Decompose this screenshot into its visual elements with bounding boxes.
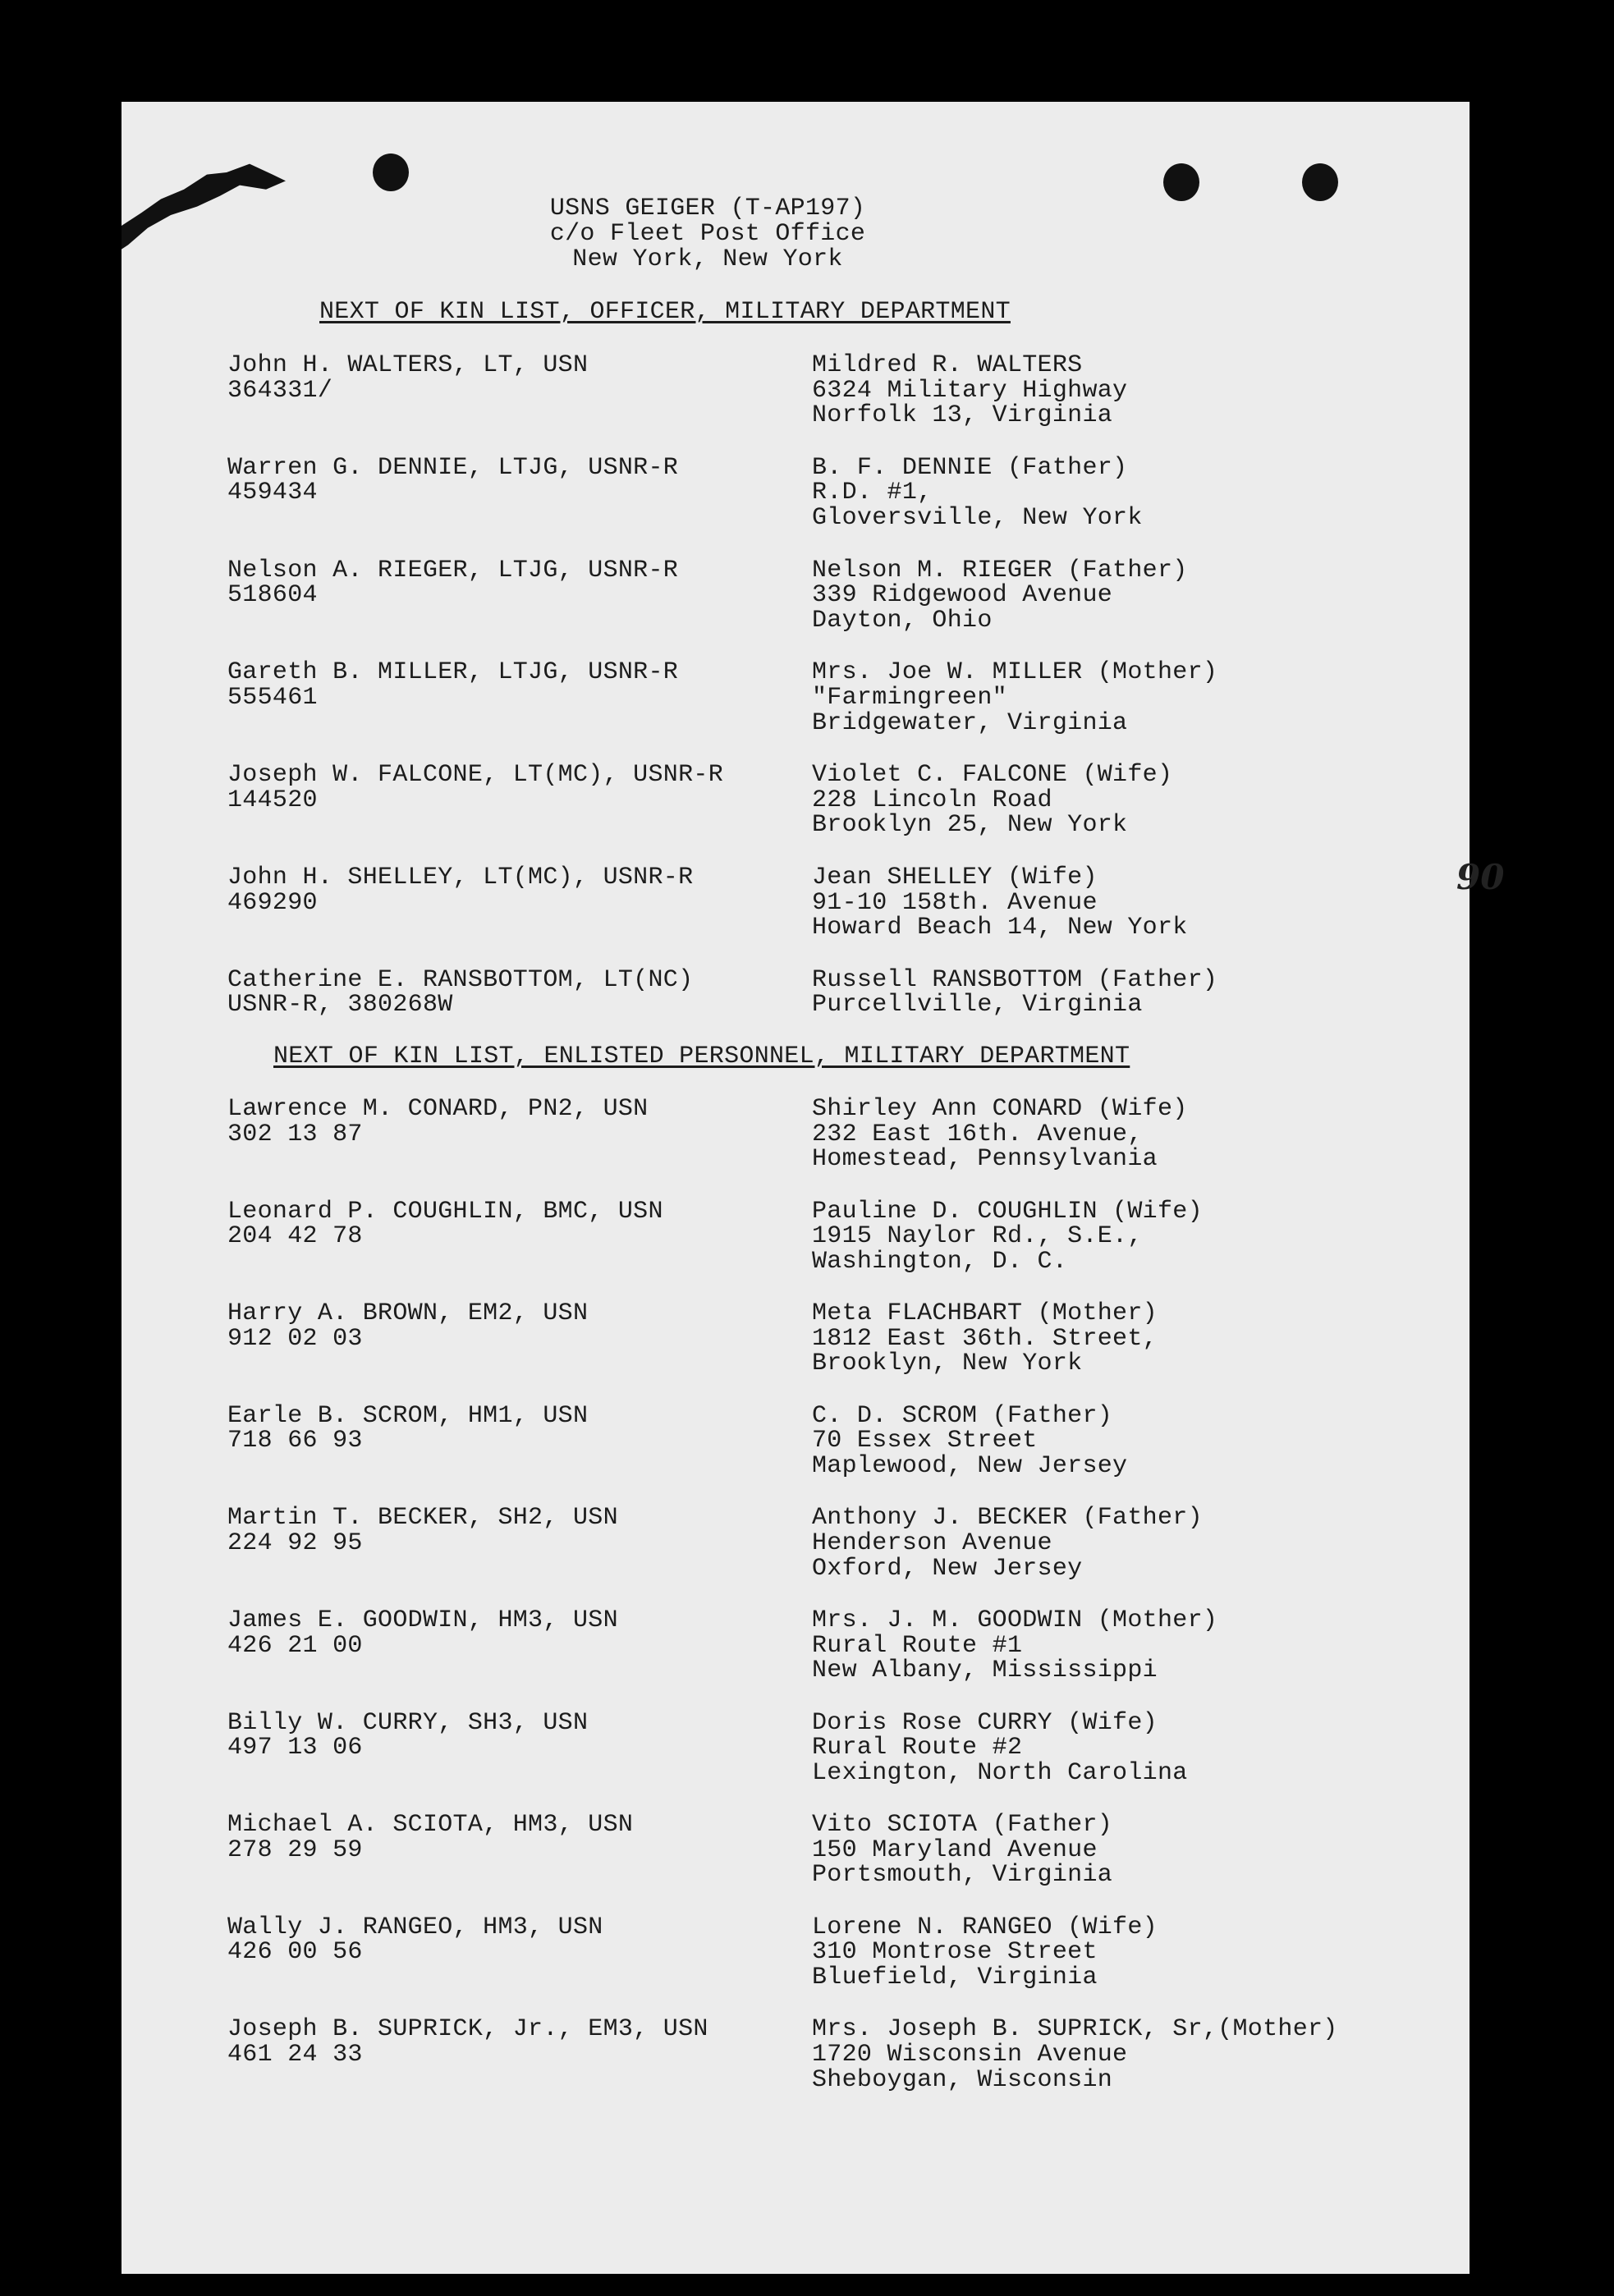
section-title: NEXT OF KIN LIST, OFFICER, MILITARY DEPARTMENT [319,298,1011,326]
kin-name: Doris Rose CURRY (Wife) [812,1708,1158,1737]
service-number: 278 29 59 [227,1835,363,1864]
service-number: 718 66 93 [227,1427,363,1455]
person-name: Joseph W. FALCONE, LT(MC), USNR-R [227,761,723,790]
punch-hole-left [373,154,409,191]
header-address: c/o Fleet Post Office [549,220,866,248]
kin-address-line: Oxford, New Jersey [812,1554,1083,1583]
kin-name: Mrs. J. M. GOODWIN (Mother) [812,1606,1218,1634]
kin-address-line: 91-10 158th. Avenue [812,888,1098,917]
kin-address-line: Rural Route #2 [812,1734,1023,1762]
kin-address-line: 1720 Wisconsin Avenue [812,2041,1128,2069]
kin-address-line: Dayton, Ohio [812,606,993,635]
kin-address-line: Gloversville, New York [812,504,1143,532]
kin-name: Jean SHELLEY (Wife) [812,864,1098,891]
person-name: Earle B. SCROM, HM1, USN [227,1401,589,1430]
kin-address-line: Henderson Avenue [812,1529,1052,1557]
kin-address-line: 228 Lincoln Road [812,786,1052,814]
person-name: James E. GOODWIN, HM3, USN [227,1606,618,1634]
kin-address-line: 1812 East 36th. Street, [812,1324,1158,1353]
kin-address-line: Bridgewater, Virginia [812,708,1128,737]
kin-address-line: Brooklyn 25, New York [812,811,1128,840]
service-number: 461 24 33 [227,2041,363,2069]
kin-address-line: 150 Maryland Avenue [812,1835,1098,1864]
kin-address-line: Maplewood, New Jersey [812,1452,1128,1480]
kin-address-line: R.D. #1, [812,479,933,507]
kin-name: Shirley Ann CONARD (Wife) [812,1095,1188,1123]
kin-address-line: Norfolk 13, Virginia [812,401,1113,430]
kin-address-line: Rural Route #1 [812,1631,1023,1660]
kin-address-line: New Albany, Mississippi [812,1657,1158,1685]
header-ship: USNS GEIGER (T-AP197) [549,195,866,222]
service-number: 426 21 00 [227,1631,363,1660]
service-number: 555461 [227,684,318,712]
service-number: 302 13 87 [227,1120,363,1148]
service-number: 224 92 95 [227,1529,363,1557]
service-number: 426 00 56 [227,1938,363,1967]
service-number: 518604 [227,581,318,610]
service-number: USNR-R, 380268W [227,991,453,1020]
service-number: 364331/ [227,376,333,405]
person-name: Joseph B. SUPRICK, Jr., EM3, USN [227,2015,708,2044]
service-number: 459434 [227,479,318,507]
kin-address-line: Purcellville, Virginia [812,991,1143,1020]
person-name: John H. WALTERS, LT, USN [227,351,589,379]
person-name: Billy W. CURRY, SH3, USN [227,1708,589,1737]
person-name: John H. SHELLEY, LT(MC), USNR-R [227,864,694,891]
kin-name: Lorene N. RANGEO (Wife) [812,1913,1158,1941]
kin-address-line: Bluefield, Virginia [812,1964,1098,1991]
kin-address-line: Brooklyn, New York [812,1350,1083,1378]
service-number: 144520 [227,786,318,814]
section-title: NEXT OF KIN LIST, ENLISTED PERSONNEL, MILITARY DEPARTMENT [273,1043,1130,1070]
kin-name: Vito SCIOTA (Father) [812,1811,1113,1840]
person-name: Wally J. RANGEO, HM3, USN [227,1913,603,1941]
person-name: Lawrence M. CONARD, PN2, USN [227,1095,649,1123]
kin-name: Mrs. Joseph B. SUPRICK, Sr,(Mother) [812,2015,1338,2044]
kin-name: Mrs. Joe W. MILLER (Mother) [812,658,1218,687]
kin-address-line: 310 Montrose Street [812,1938,1098,1967]
person-name: Martin T. BECKER, SH2, USN [227,1504,618,1533]
punch-hole-right [1302,163,1338,201]
kin-address-line: 339 Ridgewood Avenue [812,581,1113,610]
service-number: 912 02 03 [227,1324,363,1353]
kin-address-line: 1915 Naylor Rd., S.E., [812,1222,1143,1251]
kin-address-line: 6324 Military Highway [812,376,1128,405]
person-name: Harry A. BROWN, EM2, USN [227,1299,589,1328]
kin-address-line: Homestead, Pennsylvania [812,1145,1158,1174]
kin-address-line: Portsmouth, Virginia [812,1861,1113,1890]
kin-name: Russell RANSBOTTOM (Father) [812,965,1218,994]
person-name: Michael A. SCIOTA, HM3, USN [227,1811,634,1840]
service-number: 497 13 06 [227,1734,363,1762]
person-name: Nelson A. RIEGER, LTJG, USNR-R [227,556,679,584]
kin-name: Nelson M. RIEGER (Father) [812,556,1188,584]
kin-name: C. D. SCROM (Father) [812,1401,1113,1430]
document-page [122,102,1505,2274]
person-name: Gareth B. MILLER, LTJG, USNR-R [227,658,679,687]
person-name: Catherine E. RANSBOTTOM, LT(NC) [227,965,694,994]
service-number: 204 42 78 [227,1222,363,1251]
kin-name: Anthony J. BECKER (Father) [812,1504,1203,1533]
kin-name: Meta FLACHBART (Mother) [812,1299,1158,1328]
kin-address-line: 232 East 16th. Avenue, [812,1120,1143,1148]
person-name: Leonard P. COUGHLIN, BMC, USN [227,1197,663,1226]
kin-address-line: Washington, D. C. [812,1247,1068,1276]
person-name: Warren G. DENNIE, LTJG, USNR-R [227,453,679,482]
header-city: New York, New York [572,245,843,273]
service-number: 469290 [227,888,318,917]
ink-smudge [122,151,286,258]
kin-address-line: "Farmingreen" [812,684,1007,712]
kin-name: Pauline D. COUGHLIN (Wife) [812,1197,1203,1226]
kin-address-line: Lexington, North Carolina [812,1758,1188,1787]
kin-name: Violet C. FALCONE (Wife) [812,761,1173,790]
kin-address-line: Howard Beach 14, New York [812,914,1188,942]
kin-name: Mildred R. WALTERS [812,351,1083,379]
page-number: 90 [1456,857,1505,897]
kin-name: B. F. DENNIE (Father) [812,453,1128,482]
kin-address-line: Sheboygan, Wisconsin [812,2065,1113,2094]
punch-hole-middle [1163,163,1199,201]
kin-address-line: 70 Essex Street [812,1427,1038,1455]
